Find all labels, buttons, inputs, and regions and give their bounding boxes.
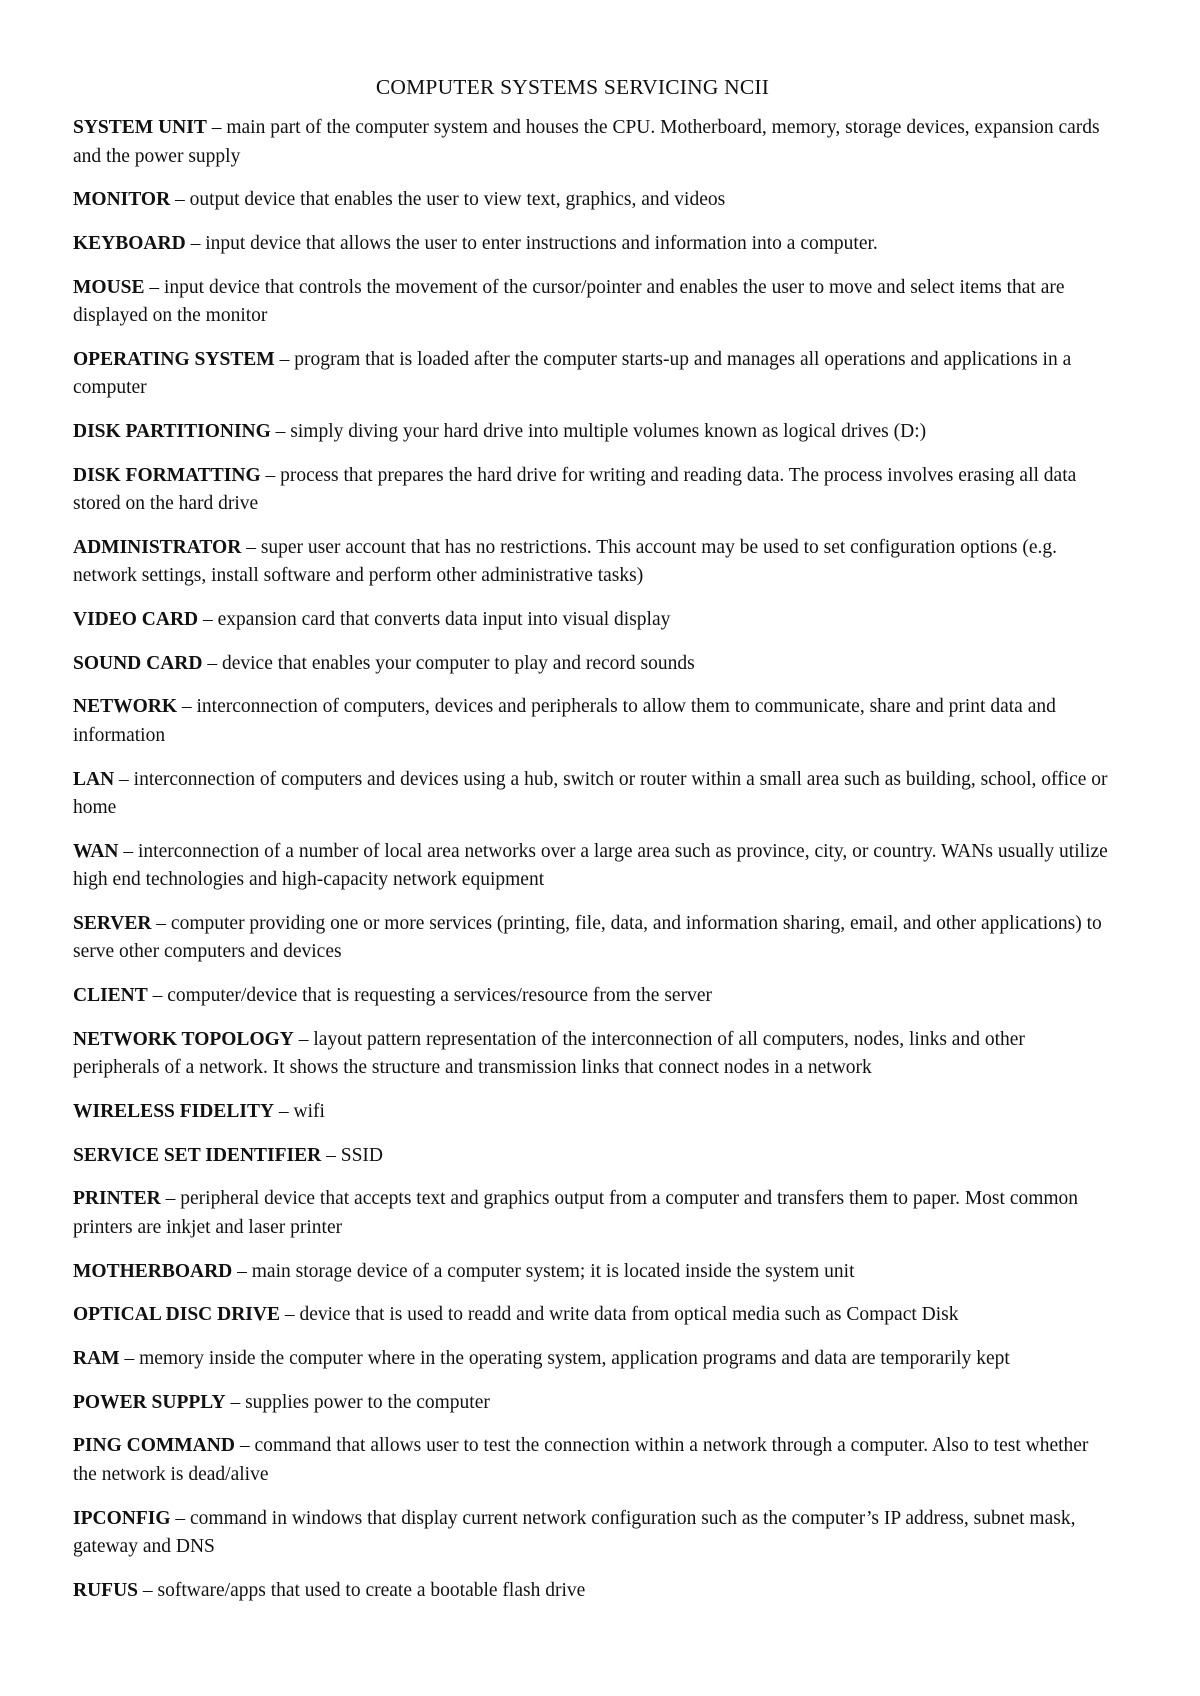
glossary-definition: – command that allows user to test the connection within a network through a computer. Also to test whether the network is dead/alive — [73, 1435, 1089, 1485]
glossary-entry — [73, 910, 1112, 967]
glossary-definition: – process that prepares the hard drive for writing and reading data. The process involves erasing all data stored on the hard drive — [73, 464, 1077, 515]
glossary-definition: – program that is loaded after the computer starts-up and manages all operations and applications in a computer — [73, 348, 1072, 399]
glossary-definition: – simply diving your hard drive into multiple volumes known as logical drives (D:) — [270, 420, 927, 442]
glossary-term: CLIENT — [73, 985, 148, 1007]
glossary-definition: – peripheral device that accepts text and graphics output from a computer and transfers them to paper. Most common printers are inkjet and laser printer — [73, 1188, 1079, 1238]
glossary-term: WAN — [73, 840, 119, 862]
glossary-term: SOUND CARD — [73, 652, 203, 674]
glossary-definition: – main part of the computer system and houses the CPU. Motherboard, memory, storage devices, expansion cards and the power supply — [73, 117, 1100, 167]
glossary-entry — [73, 1258, 1112, 1287]
glossary-definition: – command in windows that display current network configuration such as the computer’s IP address, subnet mask, gateway and DNS — [73, 1507, 1076, 1557]
glossary-definition: – output device that enables the user to view text, graphics, and videos — [170, 189, 726, 211]
glossary-entry — [73, 1432, 1112, 1489]
glossary-definition: – computer providing one or more services (printing, file, data, and information sharing, email, and other applications) to serve other computers and devices — [73, 912, 1102, 963]
glossary-entry — [73, 1577, 1112, 1606]
glossary-term: RAM — [73, 1347, 120, 1369]
glossary-entry — [73, 1142, 1112, 1171]
glossary-term: NETWORK — [73, 696, 178, 718]
glossary-entry — [73, 534, 1112, 591]
glossary-term: NETWORK TOPOLOGY — [73, 1028, 294, 1050]
glossary-term: PRINTER — [73, 1188, 161, 1210]
glossary-definition: – expansion card that converts data input into visual display — [198, 609, 671, 630]
glossary-definition: – input device that controls the movement of the cursor/pointer and enables the user to move and select items that are displayed on the monitor — [73, 276, 1065, 327]
glossary-term: POWER SUPPLY — [73, 1391, 226, 1413]
glossary-entry — [73, 606, 1112, 635]
glossary-term: DISK FORMATTING — [73, 464, 261, 486]
glossary-definition: – software/apps that used to create a bootable flash drive — [138, 1579, 586, 1601]
glossary-term: ADMINISTRATOR — [73, 536, 242, 558]
glossary-definition: – computer/device that is requesting a services/resource from the server — [147, 985, 712, 1007]
glossary-term: OPTICAL DISC DRIVE — [73, 1304, 280, 1326]
glossary-entry — [73, 230, 1112, 259]
glossary-entry — [73, 838, 1112, 895]
glossary-definition: – device that is used to readd and write data from optical media such as Compact Disk — [279, 1304, 959, 1326]
glossary-term: IPCONFIG — [73, 1507, 171, 1529]
glossary-entry — [73, 1345, 1112, 1374]
document-title: COMPUTER SYSTEMS SERVICING NCII — [375, 75, 770, 99]
glossary-term: SERVER — [73, 912, 152, 934]
glossary-term: PING COMMAND — [73, 1435, 235, 1457]
glossary-term: WIRELESS FIDELITY — [73, 1101, 275, 1122]
glossary-term: DISK PARTITIONING — [73, 420, 271, 442]
glossary-entry — [73, 462, 1112, 519]
glossary-entry — [73, 982, 1112, 1011]
glossary-term: OPERATING SYSTEM — [73, 348, 275, 370]
glossary-entry — [73, 1026, 1112, 1083]
glossary-term: SERVICE SET IDENTIFIER — [73, 1144, 322, 1166]
glossary-entry — [73, 418, 1112, 447]
glossary-entry — [73, 186, 1112, 215]
glossary-definition: – layout pattern representation of the interconnection of all computers, nodes, links and other peripherals of a network. It shows the structure and transmission links that connect nodes in a network — [73, 1028, 1025, 1079]
glossary-definition: – main storage device of a computer system; it is located inside the system unit — [232, 1260, 855, 1282]
glossary-definition: – super user account that has no restrictions. This account may be used to set configuration options (e.g. network settings, install software and perform other administrative tasks) — [73, 536, 1058, 587]
glossary-definition: – interconnection of computers, devices and peripherals to allow them to communicate, share and print data and information — [73, 696, 1056, 746]
glossary-definition: – wifi — [274, 1101, 325, 1122]
glossary-entry — [73, 1098, 1112, 1127]
glossary-definition: – interconnection of a number of local area networks over a large area such as province, city, or country. WANs usually utilize high end technologies and high-capacity network equipment — [73, 840, 1108, 891]
glossary-entry — [73, 693, 1112, 750]
glossary-entry — [73, 346, 1112, 403]
glossary-entry — [73, 114, 1112, 171]
glossary-entry — [73, 274, 1112, 331]
glossary-definition: – input device that allows the user to enter instructions and information into a computer. — [185, 232, 878, 254]
glossary-term: RUFUS — [73, 1579, 139, 1601]
glossary-term: SYSTEM UNIT — [73, 117, 207, 138]
glossary-definition: – SSID — [321, 1144, 383, 1166]
glossary-list — [73, 114, 1112, 1605]
glossary-entry — [73, 650, 1112, 679]
glossary-term: KEYBOARD — [73, 232, 186, 254]
glossary-entry — [73, 1185, 1112, 1242]
glossary-definition: – supplies power to the computer — [225, 1391, 490, 1413]
glossary-entry — [73, 1389, 1112, 1418]
glossary-term: MOTHERBOARD — [73, 1260, 233, 1282]
glossary-entry — [73, 1505, 1112, 1562]
glossary-term: VIDEO CARD — [73, 609, 199, 630]
glossary-definition: – interconnection of computers and devices using a hub, switch or router within a small area such as building, school, office or home — [73, 768, 1108, 819]
glossary-entry — [73, 766, 1112, 823]
glossary-term: MONITOR — [73, 189, 171, 211]
glossary-term: LAN — [73, 768, 115, 790]
glossary-definition: – memory inside the computer where in the operating system, application programs and data are temporarily kept — [119, 1347, 1010, 1369]
glossary-definition: – device that enables your computer to play and record sounds — [202, 652, 695, 674]
glossary-entry — [73, 1301, 1112, 1330]
glossary-term: MOUSE — [73, 276, 145, 298]
